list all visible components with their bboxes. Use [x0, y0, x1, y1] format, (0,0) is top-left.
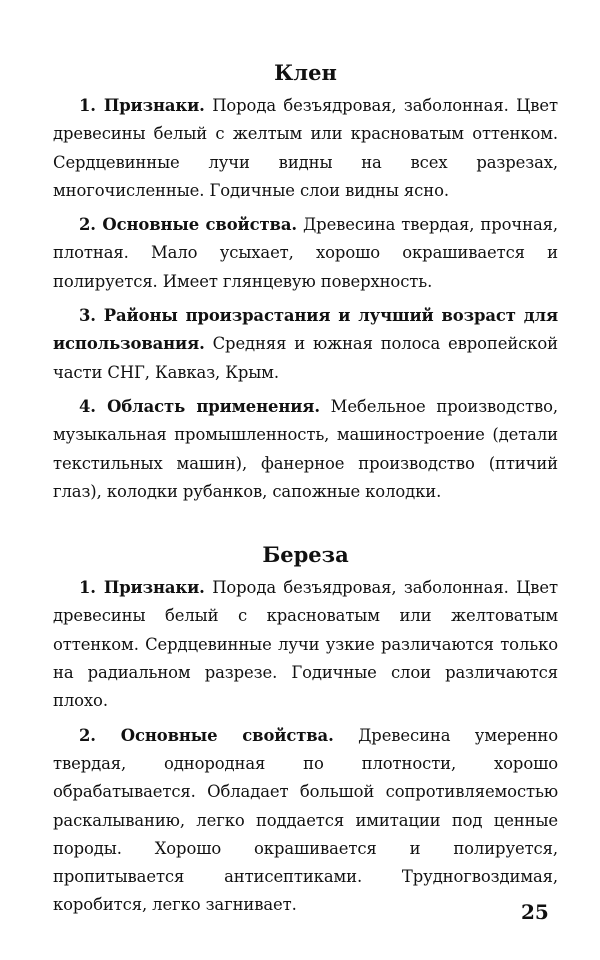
paragraph-text: Мебельное производство, музыкальная промышленность, машиностроение (детали текстильных машин), фанерное производство (птичий глаз), колодки рубанков, сапожные колодки.	[53, 396, 558, 501]
paragraph-text: Порода безъядровая, заболонная. Цвет древесины белый с желтым или красноватым оттенком. Сердцевинные лучи видны на всех разрезах, многочисленные. Годичные слои видны ясно.	[53, 96, 558, 200]
page-number: 25	[521, 900, 549, 924]
paragraph-features	[53, 574, 558, 715]
section-maple	[53, 58, 558, 506]
paragraph-applications	[53, 393, 558, 506]
paragraph-properties	[53, 211, 558, 296]
paragraph-lead: 2. Основные свойства.	[79, 725, 334, 745]
section-title: Береза	[262, 542, 349, 568]
paragraph-lead: 1. Признаки.	[79, 96, 205, 115]
paragraph-lead: 3. Районы произрастания и лучший возраст для использования.	[53, 306, 558, 354]
paragraph-lead: 2. Основные свойства.	[79, 215, 297, 235]
paragraph-properties	[53, 722, 558, 920]
paragraph-lead: 1. Признаки.	[79, 578, 205, 598]
paragraph-text: Порода безъядровая, заболонная. Цвет древесины белый с красноватым или желтоватым оттенком. Сердцевинные лучи узкие различаются только на радиальном разрезе. Годичные слои различаются плохо.	[53, 578, 558, 711]
paragraph-features	[53, 92, 558, 205]
paragraph-lead: 4. Область применения.	[79, 396, 320, 416]
section-birch	[53, 540, 558, 920]
page-content	[53, 58, 558, 926]
paragraph-text: Древесина твердая, прочная, плотная. Мало усыхает, хорошо окрашивается и полируется. Имеет глянцевую поверхность.	[53, 215, 558, 291]
paragraph-regions	[53, 302, 558, 387]
paragraph-text: Средняя и южная полоса европейской части СНГ, Кавказ, Крым.	[53, 334, 558, 382]
paragraph-text: Древесина умеренно твердая, однородная по плотности, хорошо обрабатывается. Обладает большой сопротивляемостью раскалыванию, легко поддается имитации под ценные породы. Хорошо окрашивается и полируется, пропитывается антисептиками. Трудногвоздимая, коробится, легко загнивает.	[53, 725, 558, 915]
section-title: Клен	[274, 60, 337, 85]
